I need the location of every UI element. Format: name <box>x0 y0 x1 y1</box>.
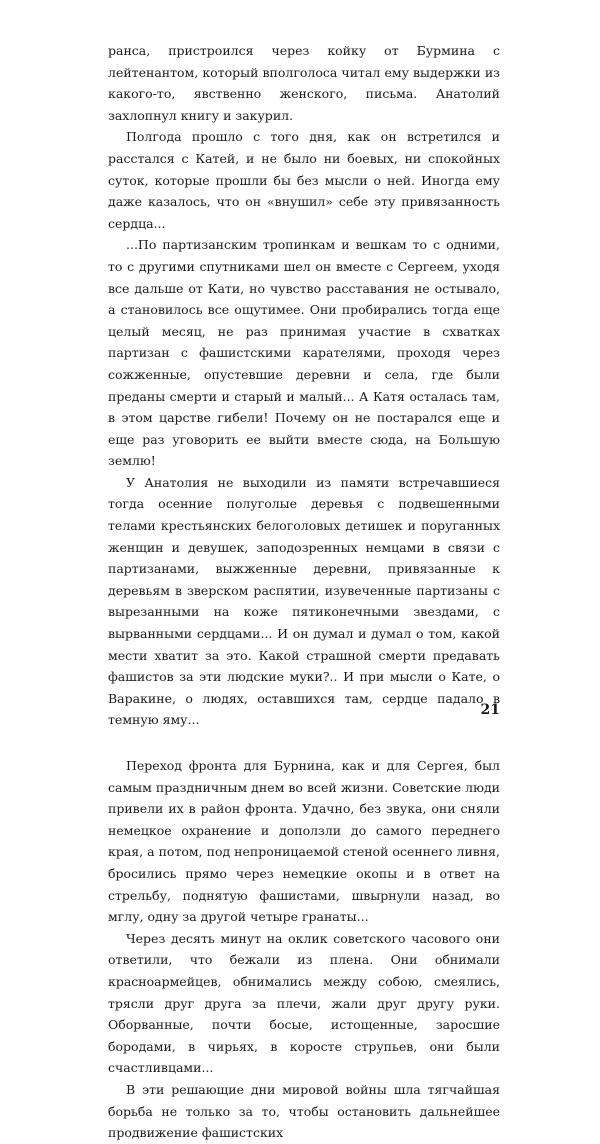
paragraph-1: ранса, пристроился через койку от Бурмина с лейтенантом, который вполголоса читал ему выдержки из какого-то, явственно женского, письма. Анатолий захлопнул книгу и закурил. <box>108 43 500 123</box>
paragraph-7: В эти решающие дни мировой войны шла тягчайшая борьба не только за то, чтобы остановить дальнейшее продвижение фашистских <box>108 1081 500 1141</box>
page-number: 21 <box>480 702 500 718</box>
section-break <box>108 731 500 755</box>
paragraph-4: У Анатолия не выходили из памяти встречавшиеся тогда осенние полуголые деревья с подвешенными телами крестьянских белоголовых детишек и поруганных женщин и девушек, заподозренных немцами в связи с партизанами, выжженные деревни, привязанные к деревьям в зверском распятии, изувеченные партизаны с вырезанными на коже пятиконечными звездами, с вырванными сердцами... И он думал и думал о том, какой мести хватит за это. Какой страшной смерти предавать фашистов за эти людские муки?.. И при мысли о Кате, о Варакине, о людях, оставшихся там, сердце падало в темную яму... <box>108 474 500 728</box>
paragraph-5: Переход фронта для Бурнина, как и для Сергея, был самым праздничным днем во всей жизни. Советские люди привели их в район фронта. Удачно, без звука, они сняли немецкое охранение и доползли до самого переднего края, а потом, под непроницаемой стеной осеннего ливня, бросились прямо через немецкие окопы и в ответ на стрельбу, поднятую фашистами, швырнули назад, во мглу, одну за другой четыре гранаты... <box>108 758 500 925</box>
paragraph-2: Полгода прошло с того дня, как он встретился и расстался с Катей, и не было ни боевых, ни спокойных суток, которые прошли бы без мысли о ней. Иногда ему даже казалось, что он «внушил» себе эту привязанность сердца... <box>108 129 500 231</box>
paragraph-6: Через десять минут на оклик советского часового они ответили, что бежали из плена. Они обнимали красноармейцев, обнимались между собою, смеялись, трясли друг друга за плечи, жали друг другу руки. Оборванные, почти босые, истощенные, заросшие бородами, в чирьях, в коросте струпьев, они были счастливцами... <box>108 930 500 1076</box>
paragraph-3: ...По партизанским тропинкам и вешкам то с одними, то с другими спутниками шел он вместе с Сергеем, уходя все дальше от Кати, но чувство расставания не остывало, а становилось все ощутимее. Они пробирались тогда еще целый месяц, не раз принимая участие в схватках партизан с фашистскими карателями, проходя через сожженные, опустевшие деревни и села, где были преданы смерти и старый и малый... А Катя осталась там, в этом царстве гибели! Почему он не постарался еще и еще раз уговорить ее выйти вместе сюда, на Большую землю! <box>108 237 500 469</box>
page-body <box>108 40 500 1144</box>
